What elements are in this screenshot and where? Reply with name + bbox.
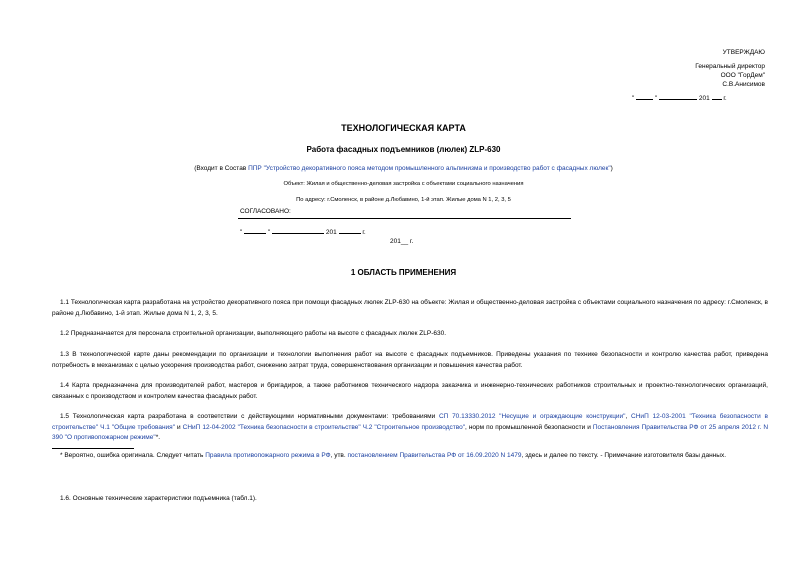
link-snip-12-03[interactable]: СНиП 12-03-2001 "Техника безопасности в строительстве" Ч.1 "Общие требования" bbox=[52, 413, 768, 431]
approval-date-line bbox=[632, 92, 727, 102]
agreed-label: СОГЛАСОВАНО: bbox=[240, 208, 291, 215]
paragraph-1-3 bbox=[52, 350, 768, 371]
link-fire-rules[interactable]: Правила противопожарного режима в РФ bbox=[205, 452, 331, 459]
link-postanovlenie-390[interactable]: Постановления Правительства РФ от 25 апреля 2012 г. N 390 "О противопожарном режиме" bbox=[52, 423, 769, 441]
approval-company: ООО "ГорДем" bbox=[720, 72, 765, 79]
paragraph-1-6 bbox=[52, 494, 768, 505]
section-title: 1 ОБЛАСТЬ ПРИМЕНЕНИЯ bbox=[350, 268, 457, 277]
p5-text-e: *. bbox=[155, 434, 161, 441]
paragraph-1-1 bbox=[52, 298, 768, 319]
link-snip-12-04[interactable]: СНиП 12-04-2002 "Техника безопасности в строительстве" Ч.2 "Строительное производство" bbox=[182, 423, 466, 431]
agreed-quote-close: " bbox=[267, 229, 271, 236]
footnote bbox=[52, 451, 768, 462]
agreed-quote-open: " bbox=[240, 229, 243, 236]
footnote-divider bbox=[52, 448, 134, 449]
agreed-month-blank bbox=[272, 226, 324, 234]
approval-position: Генеральный директор bbox=[695, 63, 765, 70]
fn-text-a: * Вероятно, ошибка оригинала. Следует читать bbox=[60, 452, 204, 459]
p5-text-c: и bbox=[177, 423, 181, 431]
part-of-link[interactable]: ППР "Устройство декоративного пояса методом промышленного альпинизма и производство работ с фасадных люлек" bbox=[248, 165, 611, 172]
approval-day-blank bbox=[636, 92, 653, 100]
part-of-suffix: ) bbox=[610, 165, 613, 172]
approval-title: УТВЕРЖДАЮ bbox=[722, 49, 765, 56]
p5-text-d: , норм по промышленной безопасности и bbox=[465, 423, 591, 431]
part-of-prefix: (Входит в Состав bbox=[194, 165, 247, 172]
doc-part-of bbox=[0, 165, 807, 172]
paragraph-1-5 bbox=[52, 412, 768, 444]
approval-year-blank bbox=[712, 92, 722, 100]
doc-subtitle: Работа фасадных подъемников (люлек) ZLP-630 bbox=[306, 145, 501, 154]
fn-text-b: , утв. bbox=[330, 452, 346, 459]
doc-object: Объект: Жилая и общественно-деловая застройка с объектами социального назначения bbox=[283, 181, 524, 187]
agreed-day-blank bbox=[244, 226, 266, 234]
approval-name: С.В.Анисимов bbox=[722, 81, 765, 88]
p2-text: 1.2 Предназначается для персонала строительной организации, выполняющего работы на высоте с фасадных люлек ZLP-630. bbox=[60, 330, 447, 337]
link-postanovlenie-1479[interactable]: постановлением Правительства РФ от 16.09.2020 N 1479 bbox=[347, 452, 522, 459]
agreed-year-blank bbox=[339, 226, 361, 234]
approval-quote-close: " bbox=[654, 95, 658, 102]
agreed-year-line2: 201__ г. bbox=[390, 238, 414, 245]
approval-month-blank bbox=[659, 92, 697, 100]
approval-year-prefix: 201 bbox=[698, 95, 710, 102]
fn-text-c: , здесь и далее по тексту. - Примечание изготовителя базы данных. bbox=[521, 452, 726, 459]
p5-text-b: , bbox=[625, 413, 628, 420]
approval-quote-open: " bbox=[632, 95, 635, 102]
doc-address: По адресу: г.Смоленск, в районе д.Любавино, 1-й этап. Жилые дома N 1, 2, 3, 5 bbox=[296, 197, 511, 203]
p5-text-a: 1.5 Технологическая карта разработана в соответствии с действующими нормативными документами: требованиями bbox=[60, 413, 436, 420]
paragraph-1-2 bbox=[52, 329, 768, 340]
link-sp-70[interactable]: СП 70.13330.2012 "Несущие и ограждающие конструкции" bbox=[438, 413, 626, 420]
p3-text: 1.3 В технологической карте даны рекомендации по организации и технологии выполнения работ на высоте с фасадных подъемников. Приведены указания по технике безопасности и контролю качества работ, приведена потребность в механизмах с целью ускорения производства работ, снижению затрат труда, совершенствования организации и повышения качества работ. bbox=[52, 351, 768, 369]
p6-text: 1.6. Основные технические характеристики подъемника (табл.1). bbox=[60, 495, 257, 502]
p4-text: 1.4 Карта предназначена для производителей работ, мастеров и бригадиров, а также работников технического надзора заказчика и инженерно-технических работников строительных и проектно-технологических организаций, связанных с производством и контролем качества фасадных работ. bbox=[52, 382, 768, 400]
agreed-date-line bbox=[240, 226, 366, 236]
paragraph-1-4 bbox=[52, 381, 768, 402]
p1-text: 1.1 Технологическая карта разработана на устройство декоративного пояса при помощи фасадных люлек ZLP-630 на объекте: Жилая и общественно-деловая застройка с объектами социального назначения по адресу: г.Смоленск, в районе д.Любавино, 1-й этап. Жилые дома N 1, 2, 3, 5. bbox=[52, 299, 768, 317]
agreed-year: 201 bbox=[325, 229, 337, 236]
agreed-year-suffix: г. bbox=[362, 229, 366, 236]
approval-year-suffix: г. bbox=[723, 95, 727, 102]
doc-title: ТЕХНОЛОГИЧЕСКАЯ КАРТА bbox=[341, 123, 466, 133]
agreed-divider bbox=[238, 218, 571, 219]
